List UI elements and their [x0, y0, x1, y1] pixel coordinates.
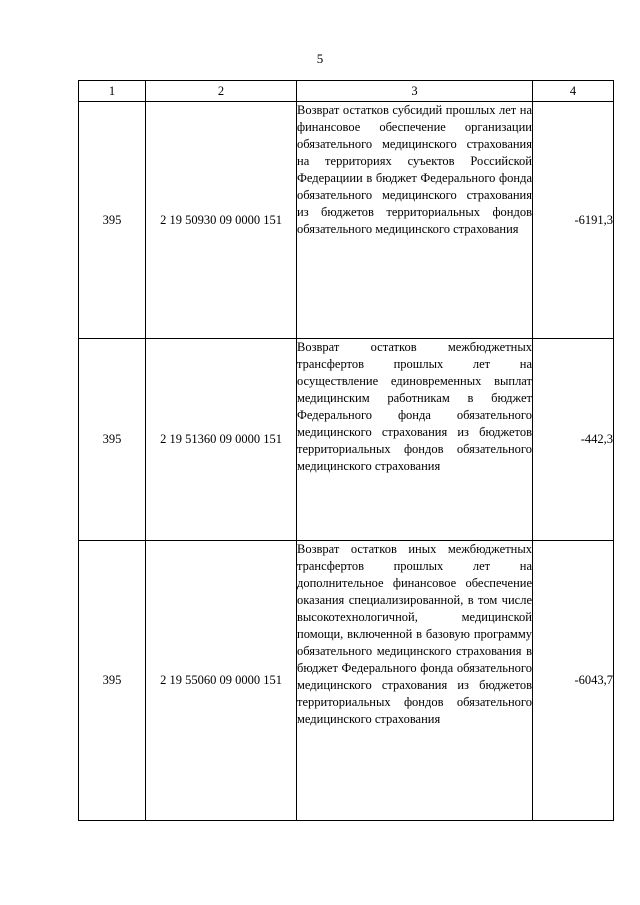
amount-cell: -442,3: [533, 339, 614, 541]
admin-code-cell: 395: [79, 541, 146, 821]
admin-code-cell: 395: [79, 339, 146, 541]
budget-code-cell: 2 19 50930 09 0000 151: [146, 102, 297, 339]
header-col-2: 2: [146, 81, 297, 102]
description-cell: [297, 102, 533, 339]
header-col-1: 1: [79, 81, 146, 102]
amount-cell: -6191,3: [533, 102, 614, 339]
admin-code-cell: 395: [79, 102, 146, 339]
budget-code-cell: 2 19 55060 09 0000 151: [146, 541, 297, 821]
table-row: [79, 541, 614, 821]
budget-code-cell: 2 19 51360 09 0000 151: [146, 339, 297, 541]
header-row: [79, 81, 614, 102]
amount-cell: -6043,7: [533, 541, 614, 821]
description-text: Возврат остатков межбюджетных трансфертов прошлых лет на осуществление единовременных выплат медицинским работникам в бюджет Федерального фонда обязательного медицинского страхования из бюджетов территориальных фондов обязательного медицинского страхования: [297, 340, 532, 473]
description-cell: [297, 541, 533, 821]
table-row: [79, 339, 614, 541]
description-text: Возврат остатков иных межбюджетных трансфертов прошлых лет на дополнительное финансовое обеспечение оказания специализированной, в том числе высокотехнологичной, медицинской помощи, включенной в базовую программу обязательного медицинского страхования в бюджет Федерального фонда обязательного медицинского страхования из бюджетов территориальных фондов обязательного медицинского страхования: [297, 542, 532, 726]
header-col-3: 3: [297, 81, 533, 102]
table-row: [79, 102, 614, 339]
page-number: 5: [316, 51, 324, 66]
budget-table: [78, 80, 614, 821]
description-cell: [297, 339, 533, 541]
header-col-4: 4: [533, 81, 614, 102]
description-text: Возврат остатков субсидий прошлых лет на финансовое обеспечение организации обязательного медицинского страхования на территориях суъектов Российской Федерациии в бюджет Федерального фонда обязательного медицинского страхования из бюджетов территориальных фондов обязательного медицинского страхования: [297, 103, 532, 236]
